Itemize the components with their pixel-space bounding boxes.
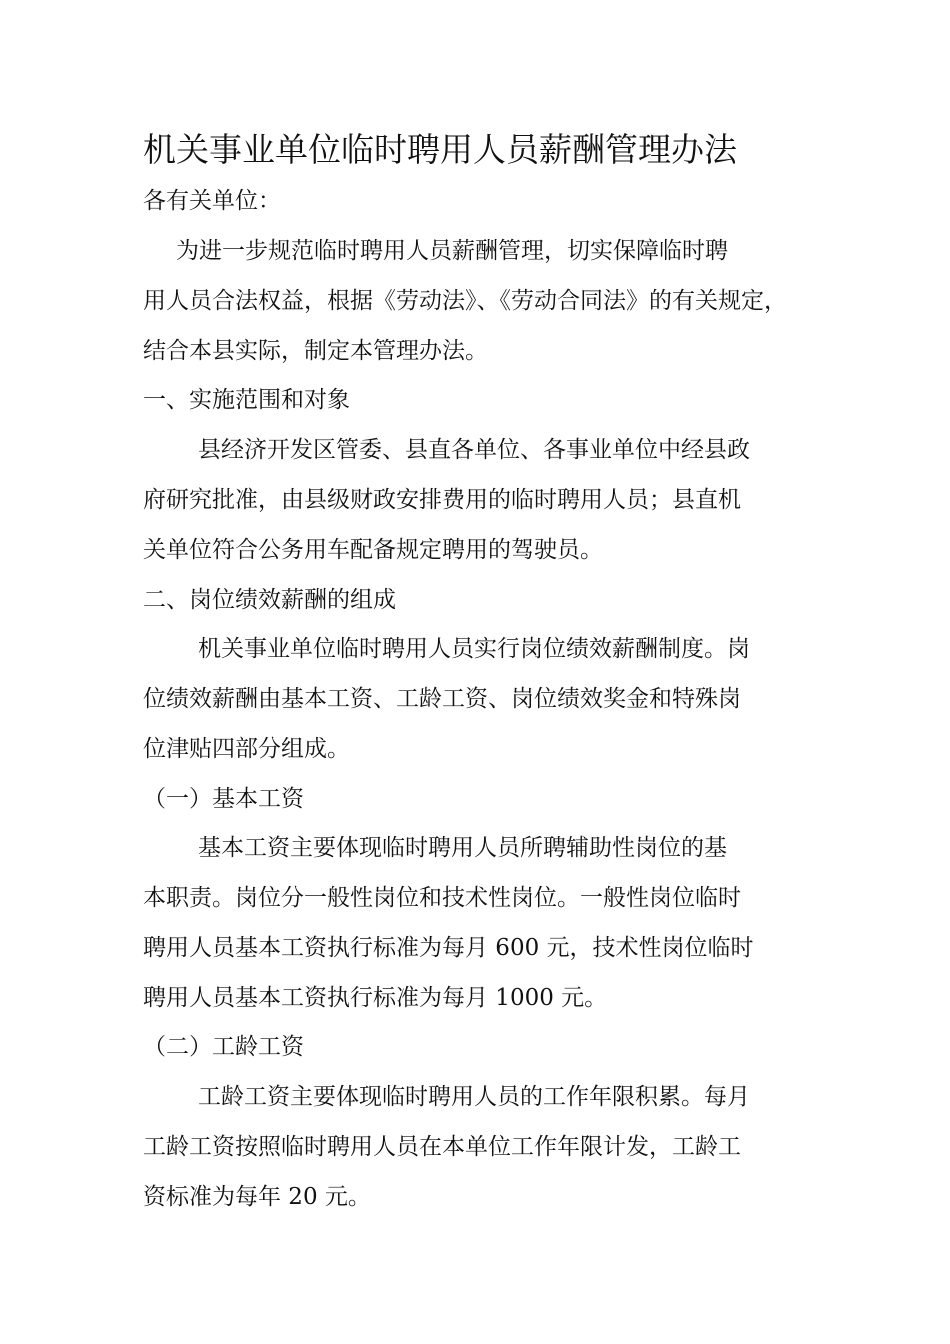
subsection-heading-basic-salary: （一）基本工资 bbox=[143, 786, 304, 812]
sub1-line-2: 本职责。岗位分一般性岗位和技术性岗位。一般性岗位临时 bbox=[143, 885, 741, 911]
document-title: 机关事业单位临时聘用人员薪酬管理办法 bbox=[143, 130, 737, 169]
intro-line-1: 为进一步规范临时聘用人员薪酬管理，切实保障临时聘 bbox=[176, 238, 728, 264]
section1-line-1: 县经济开发区管委、县直各单位、各事业单位中经县政 bbox=[198, 437, 750, 463]
salutation: 各有关单位： bbox=[143, 188, 281, 214]
sub1-line-4: 聘用人员基本工资执行标准为每月 1000 元。 bbox=[143, 985, 608, 1011]
sub2-line-1: 工龄工资主要体现临时聘用人员的工作年限积累。每月 bbox=[198, 1084, 750, 1110]
sub2-line-3: 资标准为每年 20 元。 bbox=[143, 1184, 371, 1210]
section2-line-3: 位津贴四部分组成。 bbox=[143, 736, 350, 762]
sub1-line-1: 基本工资主要体现临时聘用人员所聘辅助性岗位的基 bbox=[198, 835, 727, 861]
section2-line-2: 位绩效薪酬由基本工资、工龄工资、岗位绩效奖金和特殊岗 bbox=[143, 686, 741, 712]
section2-line-1: 机关事业单位临时聘用人员实行岗位绩效薪酬制度。岗 bbox=[198, 636, 750, 662]
section1-line-2: 府研究批准，由县级财政安排费用的临时聘用人员；县直机 bbox=[143, 487, 741, 513]
intro-line-2: 用人员合法权益，根据《劳动法》、《劳动合同法》的有关规定， bbox=[143, 288, 787, 314]
sub2-line-2: 工龄工资按照临时聘用人员在本单位工作年限计发，工龄工 bbox=[143, 1134, 741, 1160]
section1-line-3: 关单位符合公务用车配备规定聘用的驾驶员。 bbox=[143, 537, 603, 563]
intro-line-3: 结合本县实际，制定本管理办法。 bbox=[143, 338, 488, 364]
section-heading-scope: 一、实施范围和对象 bbox=[143, 387, 350, 413]
sub1-line-3: 聘用人员基本工资执行标准为每月 600 元，技术性岗位临时 bbox=[143, 935, 754, 961]
section-heading-composition: 二、岗位绩效薪酬的组成 bbox=[143, 587, 396, 613]
subsection-heading-seniority-pay: （二）工龄工资 bbox=[143, 1034, 304, 1060]
